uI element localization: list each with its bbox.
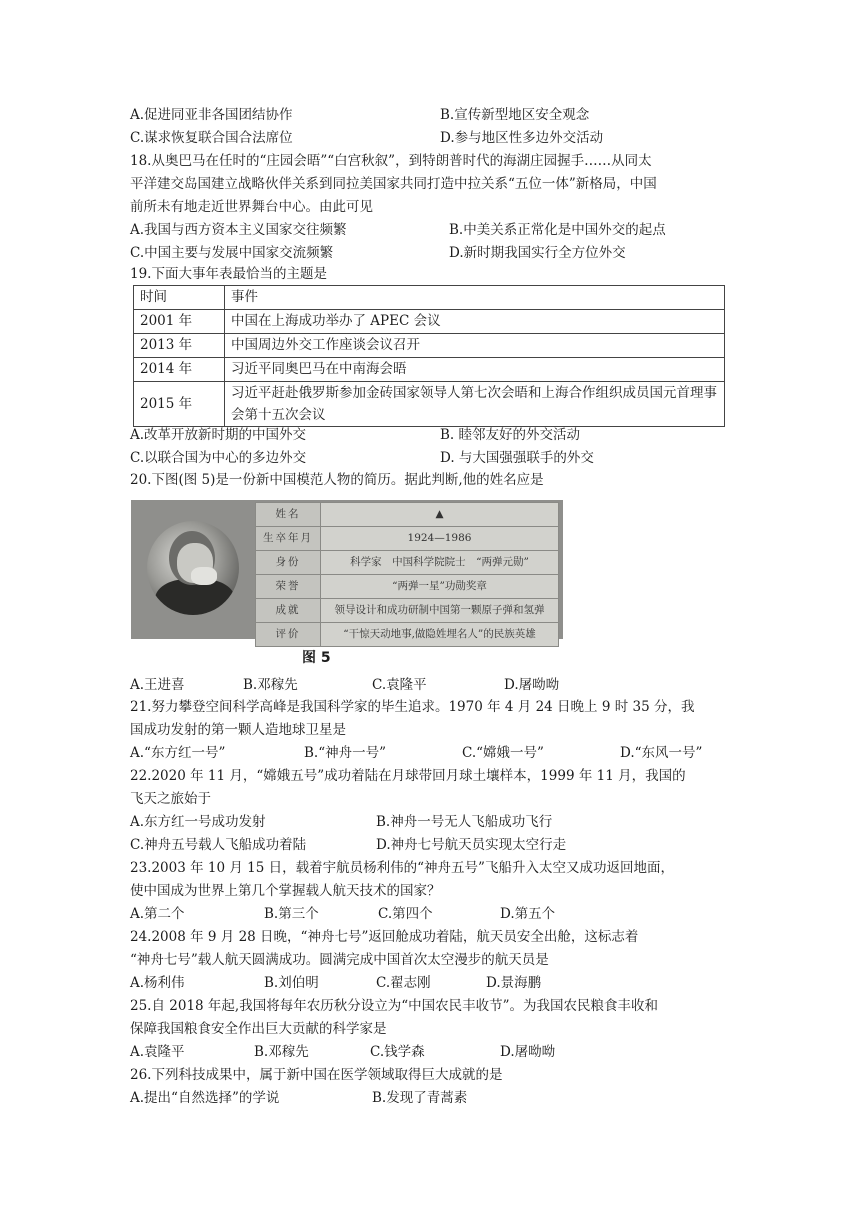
q24-option-c: C.翟志刚 <box>376 975 431 991</box>
table-cell-year: 2001 年 <box>134 310 225 334</box>
q18-stem-line-2: 平洋建交岛国建立战略伙伴关系到同拉美国家共同打造中拉关系“五位一体”新格局，中国 <box>130 176 657 192</box>
q24-stem-line-1: 24.2008 年 9 月 28 日晚，“神舟七号”返回舱成功着陆，航天员安全出舱，这标志着 <box>130 929 639 945</box>
profile-key: 生卒年月 <box>256 527 321 551</box>
table-header-row <box>134 286 725 310</box>
q22-option-a: A.东方红一号成功发射 <box>130 814 266 830</box>
q18-stem-line-3: 前所未有地走近世界舞台中心。由此可见 <box>130 199 373 215</box>
profile-value: 领导设计和成功研制中国第一颗原子弹和氢弹 <box>321 599 559 623</box>
q23-option-a: A.第二个 <box>130 906 185 922</box>
q24-option-b: B.刘伯明 <box>264 975 319 991</box>
q20-option-b: B.邓稼先 <box>243 677 298 693</box>
q22-stem-line-2: 飞天之旅始于 <box>130 791 211 807</box>
profile-key: 姓名 <box>256 503 321 527</box>
profile-figure <box>131 500 563 639</box>
table-row <box>134 382 725 427</box>
q23-option-c: C.第四个 <box>378 906 433 922</box>
profile-key: 荣誉 <box>256 575 321 599</box>
q24-option-d: D.景海鹏 <box>486 975 542 991</box>
q20-option-d: D.屠呦呦 <box>504 677 560 693</box>
q24-option-a: A.杨利伟 <box>130 975 185 991</box>
q26-stem: 26.下列科技成果中，属于新中国在医学领域取得巨大成就的是 <box>130 1067 503 1083</box>
q17-option-c: C.谋求恢复联合国合法席位 <box>130 130 293 146</box>
table-cell-event: 中国周边外交工作座谈会议召开 <box>225 334 725 358</box>
q25-option-b: B.邓稼先 <box>254 1044 309 1060</box>
profile-row-identity <box>256 551 559 575</box>
q21-stem-line-1: 21.努力攀登空间科学高峰是我国科学家的毕生追求。1970 年 4 月 24 日晚上 9 时 35 分，我 <box>130 699 695 715</box>
q22-option-c: C.神舟五号载人飞船成功着陆 <box>130 837 307 853</box>
chronology-table <box>133 285 725 427</box>
q26-option-b: B.发现了青蒿素 <box>372 1090 468 1106</box>
q22-option-b: B.神舟一号无人飞船成功飞行 <box>376 814 553 830</box>
q22-stem-line-1: 22.2020 年 11 月，“嫦娥五号”成功着陆在月球带回月球土壤样本，1999 年 11 月，我国的 <box>130 768 686 784</box>
q18-option-d: D.新时期我国实行全方位外交 <box>449 245 626 261</box>
q21-option-c: C.“嫦娥一号” <box>462 745 544 761</box>
q26-option-a: A.提出“自然选择”的学说 <box>130 1090 280 1106</box>
q19-option-d: D. 与大国强强联手的外交 <box>440 450 594 466</box>
table-row <box>134 310 725 334</box>
q25-option-c: C.钱学森 <box>370 1044 425 1060</box>
q24-stem-line-2: “神舟七号”载人航天圆满成功。圆满完成中国首次太空漫步的航天员是 <box>130 952 549 968</box>
q19-stem: 19.下面大事年表最恰当的主题是 <box>130 266 327 282</box>
profile-row-evaluation <box>256 623 559 647</box>
q20-option-c: C.袁隆平 <box>372 677 427 693</box>
q23-stem-line-2: 使中国成为世界上第几个掌握载人航天技术的国家？ <box>130 883 441 899</box>
q18-option-a: A.我国与西方资本主义国家交往频繁 <box>130 222 347 238</box>
table-cell-year: 2014 年 <box>134 358 225 382</box>
q23-option-d: D.第五个 <box>500 906 556 922</box>
q19-option-c: C.以联合国为中心的多边外交 <box>130 450 307 466</box>
q18-option-b: B.中美关系正常化是中国外交的起点 <box>449 222 666 238</box>
table-cell-year: 2015 年 <box>134 382 225 427</box>
figure-caption: 图 5 <box>302 650 331 666</box>
q20-option-a: A.王进喜 <box>130 677 185 693</box>
table-cell-event: 中国在上海成功举办了 APEC 会议 <box>225 310 725 334</box>
profile-key: 成就 <box>256 599 321 623</box>
q25-stem-line-1: 25.自 2018 年起,我国将每年农历秋分设立为“中国农民丰收节”。为我国农民粮食丰收和 <box>130 998 659 1014</box>
table-cell-event: 习近平同奥巴马在中南海会晤 <box>225 358 725 382</box>
q21-stem-line-2: 国成功发射的第一颗人造地球卫星是 <box>130 722 346 738</box>
q20-stem: 20.下图(图 5)是一份新中国模范人物的简历。据此判断,他的姓名应是 <box>130 472 544 488</box>
profile-value: 科学家 中国科学院院士 “两弹元勋” <box>321 551 559 575</box>
table-row <box>134 358 725 382</box>
q21-option-d: D.“东风一号” <box>620 745 703 761</box>
q17-option-d: D.参与地区性多边外交活动 <box>440 130 604 146</box>
profile-row-achievement <box>256 599 559 623</box>
table-row <box>134 334 725 358</box>
profile-value: 1924—1986 <box>321 527 559 551</box>
q19-option-a: A.改革开放新时期的中国外交 <box>130 427 307 443</box>
q25-option-d: D.屠呦呦 <box>500 1044 556 1060</box>
q19-option-b: B. 睦邻友好的外交活动 <box>440 427 581 443</box>
table-cell-event: 习近平赶赴俄罗斯参加金砖国家领导人第七次会晤和上海合作组织成员国元首理事会第十五次会议 <box>225 382 725 427</box>
profile-key: 身份 <box>256 551 321 575</box>
profile-table <box>255 502 559 647</box>
profile-key: 评价 <box>256 623 321 647</box>
profile-row-dates <box>256 527 559 551</box>
q18-stem-line-1: 18.从奥巴马在任时的“庄园会晤”“白宫秋叙”，到特朗普时代的海湖庄园握手……从同太 <box>130 153 652 169</box>
q22-option-d: D.神舟七号航天员实现太空行走 <box>376 837 567 853</box>
q17-option-b: B.宣传新型地区安全观念 <box>440 107 590 123</box>
table-header-event: 事件 <box>225 286 725 310</box>
profile-row-name <box>256 503 559 527</box>
q17-option-a: A.促进同亚非各国团结协作 <box>130 107 293 123</box>
profile-value: “两弹一星”功勋奖章 <box>321 575 559 599</box>
q23-stem-line-1: 23.2003 年 10 月 15 日，载着宇航员杨利伟的“神舟五号”飞船升入太空又成功返回地面， <box>130 860 674 876</box>
q18-option-c: C.中国主要与发展中国家交流频繁 <box>130 245 334 261</box>
table-cell-year: 2013 年 <box>134 334 225 358</box>
profile-value: ▲ <box>321 503 559 527</box>
q23-option-b: B.第三个 <box>264 906 319 922</box>
q21-option-b: B.“神舟一号” <box>304 745 387 761</box>
scientist-portrait <box>147 521 239 615</box>
profile-row-honor <box>256 575 559 599</box>
q25-option-a: A.袁隆平 <box>130 1044 185 1060</box>
q21-option-a: A.“东方红一号” <box>130 745 226 761</box>
table-header-time: 时间 <box>134 286 225 310</box>
profile-value: “干惊天动地事,做隐姓埋名人”的民族英雄 <box>321 623 559 647</box>
q25-stem-line-2: 保障我国粮食安全作出巨大贡献的科学家是 <box>130 1021 387 1037</box>
